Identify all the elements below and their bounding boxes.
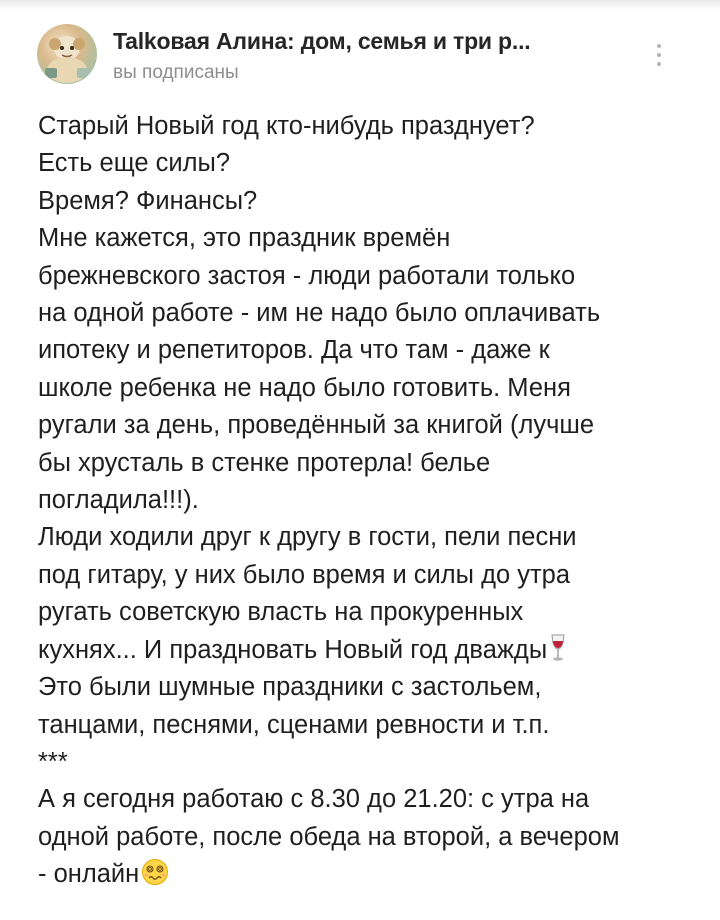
- post-line: Мне кажется, это праздник времён: [38, 224, 451, 253]
- more-dot: [657, 62, 661, 66]
- more-dot: [657, 44, 661, 48]
- post-line-text: кухнях... И праздновать Новый год дважды: [38, 635, 548, 664]
- subscription-status: вы подписаны: [113, 62, 239, 83]
- post-line: под гитару, у них было время и силы до утра: [38, 560, 571, 589]
- post-line: бы хрусталь в стенке протерла! белье: [38, 448, 491, 477]
- top-shadow: [0, 0, 720, 10]
- post-line: Люди ходили друг к другу в гости, пели песни: [38, 523, 577, 552]
- post-line: Есть еще силы?: [38, 149, 231, 178]
- post-line: школе ребенка не надо было готовить. Меня: [38, 373, 571, 402]
- post-line: на одной работе - им не надо было оплачивать: [38, 299, 601, 328]
- post-line: Это были шумные праздники с застольем,: [38, 673, 542, 702]
- post-line: погладила!!!).: [38, 486, 199, 515]
- post-line: А я сегодня работаю с 8.30 до 21.20: с утра на: [38, 785, 590, 814]
- more-dot: [657, 53, 661, 57]
- channel-title[interactable]: Talkовая Алина: дом, семья и три р...: [113, 28, 531, 54]
- post-line-text: - онлайн: [38, 860, 140, 889]
- woozy-face-icon: [141, 858, 169, 886]
- avatar-image: [37, 24, 97, 84]
- post-line: ипотеку и репетиторов. Да что там - даже к: [38, 336, 550, 365]
- more-options-icon[interactable]: [649, 40, 669, 70]
- post-line: Старый Новый год кто-нибудь празднует?: [38, 112, 535, 140]
- channel-avatar[interactable]: [37, 24, 97, 84]
- post-line-with-wine: [38, 632, 688, 669]
- post-line: ругать советскую власть на прокуренных: [38, 598, 524, 627]
- post-line: ругали за день, проведённый за книгой (лучше: [38, 411, 595, 440]
- post-line: брежневского застоя - люди работали только: [38, 261, 576, 290]
- post-line-with-face: [38, 856, 688, 893]
- post-line: танцами, песнями, сценами ревности и т.п.: [38, 710, 550, 739]
- post-line: одной работе, после обеда на второй, а вечером: [38, 822, 620, 851]
- post-text: [38, 108, 688, 894]
- post-line: Время? Финансы?: [38, 186, 258, 215]
- post-line: ***: [38, 747, 68, 776]
- wine-glass-icon: [549, 633, 567, 663]
- post-header[interactable]: [37, 24, 687, 86]
